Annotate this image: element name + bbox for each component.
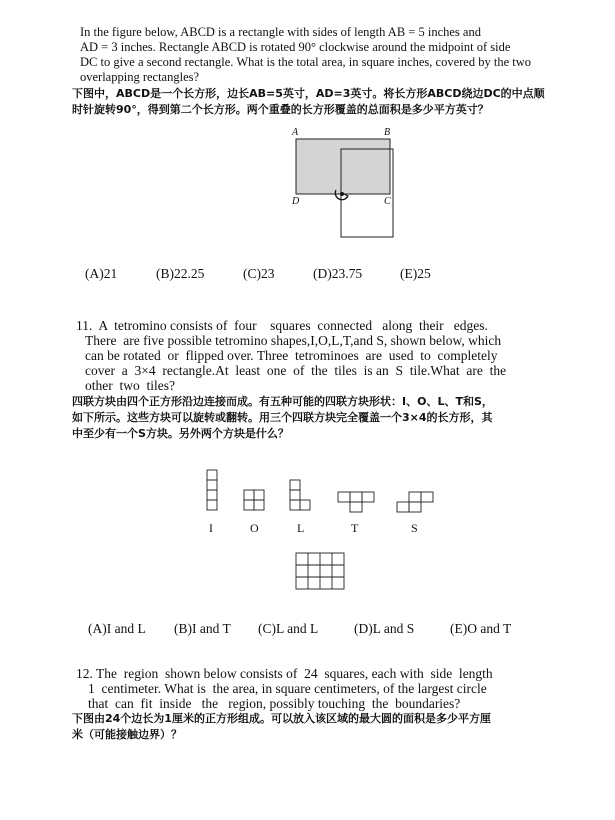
q11-en-line: There are five possible tetromino shapes,I,O,L,T,and S, shown below, which bbox=[85, 333, 502, 348]
tetromino-s-shape bbox=[397, 492, 433, 512]
q10-text-zh bbox=[72, 86, 545, 118]
q10-en-line: DC to give a second rectangle. What is the total area, in square inches, covered by the two bbox=[80, 55, 532, 69]
q11-en-line: other two tiles? bbox=[85, 378, 175, 393]
q11-choice-a[interactable]: (A)I and L bbox=[88, 621, 146, 636]
q12-en-line: 1 centimeter. What is the area, in square centimeters, of the largest circle bbox=[88, 681, 487, 696]
q11-choice-e[interactable]: (E)O and T bbox=[450, 621, 512, 636]
q10-choice-d[interactable]: (D)23.75 bbox=[313, 266, 363, 281]
vertex-label-c: C bbox=[384, 196, 391, 207]
q10-choice-a[interactable]: (A)21 bbox=[85, 266, 118, 281]
q12-text-en bbox=[76, 666, 493, 711]
q12-zh-line: 下图由24个边长为1厘米的正方形组成。可以放入该区域的最大圆的面积是多少平方厘 bbox=[72, 712, 491, 725]
q11-choice-c[interactable]: (C)L and L bbox=[258, 621, 319, 636]
q11-zh-line: 四联方块由四个正方形沿边连接而成。有五种可能的四联方块形状：I、O、L、T和S， bbox=[72, 395, 493, 408]
q10-choices bbox=[0, 266, 615, 286]
q10-en-line: overlapping rectangles? bbox=[80, 70, 200, 84]
tetromino-i-shape bbox=[207, 470, 217, 510]
q10-choice-c[interactable]: (C)23 bbox=[243, 266, 275, 281]
tetromino-label-t: T bbox=[351, 521, 359, 535]
rotation-arrow-icon bbox=[335, 190, 348, 200]
vertex-label-b: B bbox=[384, 127, 391, 138]
q11-text-zh bbox=[72, 394, 493, 442]
q11-zh-line: 如下所示。这些方块可以旋转或翻转。用三个四联方块完全覆盖一个3×4的长方形，其 bbox=[72, 411, 493, 424]
q11-choice-b[interactable]: (B)I and T bbox=[174, 621, 231, 636]
q10-choice-e[interactable]: (E)25 bbox=[400, 266, 431, 281]
tetromino-label-l: L bbox=[297, 521, 305, 535]
q10-choice-b[interactable]: (B)22.25 bbox=[156, 266, 205, 281]
q10-zh-line: 下图中，ABCD是一个长方形，边长AB=5英寸，AD=3英寸。将长方形ABCD绕边DC的中点顺 bbox=[72, 87, 545, 100]
q10-zh-line: 时针旋转90°，得到第二个长方形。两个重叠的长方形覆盖的总面积是多少平方英寸？ bbox=[72, 103, 489, 116]
tetromino-label-i: I bbox=[209, 521, 213, 535]
rectangle-abcd bbox=[296, 139, 390, 194]
tetromino-label-o: O bbox=[250, 521, 259, 535]
q11-choice-d[interactable]: (D)L and S bbox=[354, 621, 415, 636]
q12-en-line: 12. The region shown below consists of 24 squares, each with side length bbox=[76, 666, 493, 681]
vertex-label-d: D bbox=[292, 196, 300, 207]
q11-zh-line: 中至少有一个S方块。另外两个方块是什么？ bbox=[72, 427, 289, 440]
q11-en-line: can be rotated or flipped over. Three tetrominoes are used to completely bbox=[85, 348, 498, 363]
q11-en-line: 11. A tetromino consists of four squares connected along their edges. bbox=[76, 318, 488, 333]
tetromino-label-s: S bbox=[411, 521, 418, 535]
q10-en-line: In the figure below, ABCD is a rectangle with sides of length AB = 5 inches and bbox=[80, 25, 481, 39]
q12-text-zh bbox=[72, 711, 491, 743]
tetromino-t-shape bbox=[338, 492, 374, 512]
q12-en-line: that can fit inside the region, possibly touching the boundaries? bbox=[88, 696, 461, 711]
tetromino-l-shape bbox=[290, 480, 310, 510]
midpoint-marker bbox=[340, 192, 344, 196]
vertex-label-a: A bbox=[292, 127, 299, 138]
rotated-rectangle bbox=[341, 149, 393, 237]
three-by-four-rectangle bbox=[296, 553, 344, 589]
q10-en-line: AD = 3 inches. Rectangle ABCD is rotated 90° clockwise around the midpoint of side bbox=[80, 40, 511, 54]
q12-zh-line: 米（可能接触边界）？ bbox=[72, 728, 182, 741]
q11-text-en bbox=[76, 318, 506, 393]
q11-en-line: cover a 3×4 rectangle.At least one of the tiles is an S tile.What are the bbox=[85, 363, 507, 378]
q11-choices bbox=[0, 621, 615, 641]
tetromino-o-shape bbox=[244, 490, 264, 510]
q10-text-en bbox=[80, 25, 550, 85]
